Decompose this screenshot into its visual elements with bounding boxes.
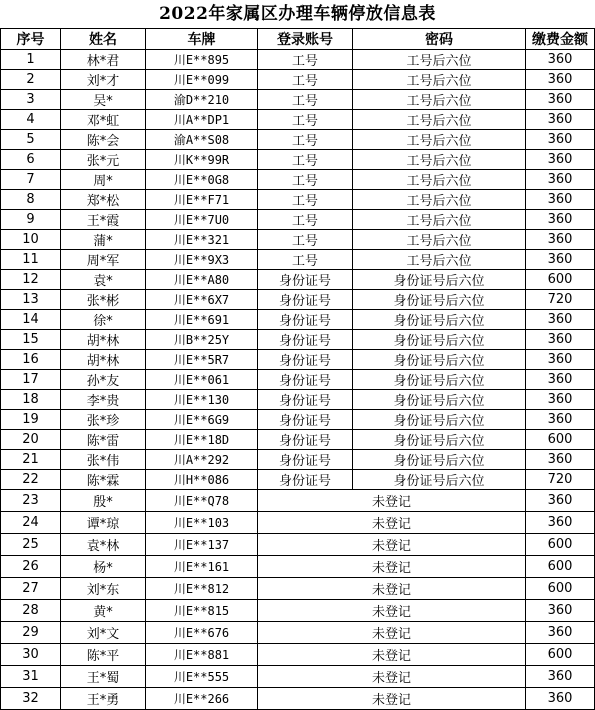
cell-no: 29: [1, 622, 61, 644]
cell-fee: 360: [526, 370, 595, 390]
cell-name: 张*元: [61, 150, 146, 170]
cell-password: 身份证号后六位: [353, 410, 526, 430]
cell-no: 25: [1, 534, 61, 556]
cell-fee: 360: [526, 666, 595, 688]
cell-plate: 渝D**210: [146, 90, 258, 110]
cell-password: 身份证号后六位: [353, 430, 526, 450]
cell-name: 陈*平: [61, 644, 146, 666]
table-row: [1, 70, 595, 90]
cell-plate: 川E**061: [146, 370, 258, 390]
cell-fee: 360: [526, 512, 595, 534]
cell-name: 张*珍: [61, 410, 146, 430]
cell-no: 11: [1, 250, 61, 270]
cell-password: 工号后六位: [353, 150, 526, 170]
cell-fee: 360: [526, 688, 595, 710]
cell-plate: 川E**A80: [146, 270, 258, 290]
cell-name: 王*蜀: [61, 666, 146, 688]
cell-fee: 360: [526, 230, 595, 250]
cell-fee: 360: [526, 110, 595, 130]
cell-password: 工号后六位: [353, 190, 526, 210]
cell-account: 身份证号: [258, 350, 353, 370]
cell-account: 身份证号: [258, 410, 353, 430]
cell-no: 1: [1, 50, 61, 70]
cell-name: 殷*: [61, 490, 146, 512]
cell-account: 工号: [258, 250, 353, 270]
cell-unregistered: 未登记: [258, 600, 526, 622]
cell-account: 身份证号: [258, 290, 353, 310]
table-row: [1, 190, 595, 210]
cell-plate: 川E**881: [146, 644, 258, 666]
header-account: 登录账号: [258, 29, 353, 50]
cell-account: 身份证号: [258, 470, 353, 490]
cell-name: 刘*才: [61, 70, 146, 90]
cell-plate: 川E**815: [146, 600, 258, 622]
table-row: [1, 230, 595, 250]
cell-name: 陈*雷: [61, 430, 146, 450]
cell-fee: 600: [526, 534, 595, 556]
cell-fee: 360: [526, 90, 595, 110]
cell-fee: 360: [526, 330, 595, 350]
cell-no: 5: [1, 130, 61, 150]
cell-name: 吴*: [61, 90, 146, 110]
cell-account: 工号: [258, 50, 353, 70]
cell-fee: 600: [526, 430, 595, 450]
cell-fee: 600: [526, 556, 595, 578]
cell-fee: 360: [526, 150, 595, 170]
table-row: [1, 210, 595, 230]
cell-name: 陈*会: [61, 130, 146, 150]
cell-password: 身份证号后六位: [353, 470, 526, 490]
table-row-unregistered: [1, 512, 595, 534]
cell-unregistered: 未登记: [258, 578, 526, 600]
table-row-unregistered: [1, 666, 595, 688]
cell-name: 林*君: [61, 50, 146, 70]
cell-account: 身份证号: [258, 450, 353, 470]
cell-password: 工号后六位: [353, 70, 526, 90]
cell-no: 9: [1, 210, 61, 230]
cell-account: 工号: [258, 90, 353, 110]
cell-plate: 川E**Q78: [146, 490, 258, 512]
cell-account: 工号: [258, 150, 353, 170]
cell-name: 袁*: [61, 270, 146, 290]
cell-no: 8: [1, 190, 61, 210]
cell-name: 李*贵: [61, 390, 146, 410]
sheet-title: 2022年家属区办理车辆停放信息表: [159, 4, 436, 24]
cell-account: 工号: [258, 210, 353, 230]
table-row: [1, 450, 595, 470]
cell-plate: 川E**5R7: [146, 350, 258, 370]
cell-name: 王*勇: [61, 688, 146, 710]
table-row-unregistered: [1, 556, 595, 578]
cell-plate: 川E**9X3: [146, 250, 258, 270]
cell-account: 身份证号: [258, 390, 353, 410]
cell-name: 蒲*: [61, 230, 146, 250]
cell-fee: 600: [526, 578, 595, 600]
table-row: [1, 410, 595, 430]
cell-password: 身份证号后六位: [353, 330, 526, 350]
cell-password: 工号后六位: [353, 170, 526, 190]
cell-name: 黄*: [61, 600, 146, 622]
cell-name: 张*伟: [61, 450, 146, 470]
table-row-unregistered: [1, 688, 595, 710]
cell-plate: 川E**321: [146, 230, 258, 250]
cell-plate: 川E**137: [146, 534, 258, 556]
header-password: 密码: [353, 29, 526, 50]
cell-fee: 360: [526, 390, 595, 410]
cell-password: 工号后六位: [353, 90, 526, 110]
cell-password: 身份证号后六位: [353, 290, 526, 310]
cell-no: 15: [1, 330, 61, 350]
cell-no: 30: [1, 644, 61, 666]
cell-no: 6: [1, 150, 61, 170]
cell-plate: 川E**676: [146, 622, 258, 644]
cell-fee: 360: [526, 600, 595, 622]
cell-no: 28: [1, 600, 61, 622]
cell-no: 12: [1, 270, 61, 290]
cell-account: 身份证号: [258, 330, 353, 350]
cell-plate: 川E**266: [146, 688, 258, 710]
cell-no: 20: [1, 430, 61, 450]
cell-no: 4: [1, 110, 61, 130]
cell-name: 王*霞: [61, 210, 146, 230]
cell-password: 工号后六位: [353, 110, 526, 130]
cell-plate: 川E**6G9: [146, 410, 258, 430]
cell-fee: 360: [526, 490, 595, 512]
cell-plate: 川E**F71: [146, 190, 258, 210]
cell-name: 张*彬: [61, 290, 146, 310]
cell-name: 刘*东: [61, 578, 146, 600]
header-no: 序号: [1, 29, 61, 50]
cell-plate: 川E**130: [146, 390, 258, 410]
cell-name: 郑*松: [61, 190, 146, 210]
cell-unregistered: 未登记: [258, 512, 526, 534]
cell-account: 工号: [258, 170, 353, 190]
table-row-unregistered: [1, 490, 595, 512]
cell-password: 工号后六位: [353, 250, 526, 270]
cell-plate: 川E**691: [146, 310, 258, 330]
cell-no: 19: [1, 410, 61, 430]
table-row: [1, 470, 595, 490]
cell-plate: 川E**6X7: [146, 290, 258, 310]
cell-fee: 360: [526, 310, 595, 330]
table-row-unregistered: [1, 600, 595, 622]
cell-unregistered: 未登记: [258, 622, 526, 644]
cell-no: 13: [1, 290, 61, 310]
cell-plate: 川E**103: [146, 512, 258, 534]
cell-unregistered: 未登记: [258, 534, 526, 556]
cell-name: 谭*琼: [61, 512, 146, 534]
cell-fee: 360: [526, 70, 595, 90]
cell-fee: 360: [526, 170, 595, 190]
cell-name: 邓*虹: [61, 110, 146, 130]
cell-account: 工号: [258, 110, 353, 130]
cell-fee: 360: [526, 190, 595, 210]
table-body: [1, 50, 595, 710]
cell-fee: 360: [526, 250, 595, 270]
cell-no: 23: [1, 490, 61, 512]
header-fee: 缴费金额: [526, 29, 595, 50]
table-row: [1, 350, 595, 370]
cell-fee: 360: [526, 50, 595, 70]
table-row: [1, 90, 595, 110]
cell-account: 身份证号: [258, 370, 353, 390]
cell-password: 工号后六位: [353, 230, 526, 250]
cell-plate: 川K**99R: [146, 150, 258, 170]
cell-password: 身份证号后六位: [353, 350, 526, 370]
cell-fee: 360: [526, 410, 595, 430]
table-row: [1, 430, 595, 450]
cell-account: 工号: [258, 130, 353, 150]
cell-name: 胡*林: [61, 350, 146, 370]
cell-plate: 川E**0G8: [146, 170, 258, 190]
cell-plate: 川B**25Y: [146, 330, 258, 350]
table-row: [1, 150, 595, 170]
cell-password: 工号后六位: [353, 130, 526, 150]
cell-plate: 川E**7U0: [146, 210, 258, 230]
cell-plate: 川A**DP1: [146, 110, 258, 130]
cell-plate: 川E**18D: [146, 430, 258, 450]
cell-no: 24: [1, 512, 61, 534]
cell-no: 21: [1, 450, 61, 470]
cell-fee: 360: [526, 622, 595, 644]
cell-name: 周*军: [61, 250, 146, 270]
cell-fee: 720: [526, 470, 595, 490]
table-row: [1, 310, 595, 330]
cell-name: 陈*霖: [61, 470, 146, 490]
table-row: [1, 130, 595, 150]
cell-password: 身份证号后六位: [353, 270, 526, 290]
cell-password: 工号后六位: [353, 50, 526, 70]
cell-plate: 川A**292: [146, 450, 258, 470]
table-row: [1, 330, 595, 350]
table-row: [1, 370, 595, 390]
cell-unregistered: 未登记: [258, 490, 526, 512]
table-row-unregistered: [1, 578, 595, 600]
cell-no: 17: [1, 370, 61, 390]
cell-name: 袁*林: [61, 534, 146, 556]
cell-password: 身份证号后六位: [353, 390, 526, 410]
cell-no: 3: [1, 90, 61, 110]
cell-plate: 川E**099: [146, 70, 258, 90]
table-row-unregistered: [1, 622, 595, 644]
cell-plate: 川E**161: [146, 556, 258, 578]
cell-no: 27: [1, 578, 61, 600]
cell-plate: 川E**812: [146, 578, 258, 600]
cell-fee: 720: [526, 290, 595, 310]
cell-plate: 川H**086: [146, 470, 258, 490]
cell-unregistered: 未登记: [258, 556, 526, 578]
parking-info-table: [0, 28, 595, 710]
header-name: 姓名: [61, 29, 146, 50]
table-row: [1, 250, 595, 270]
cell-account: 工号: [258, 230, 353, 250]
cell-account: 身份证号: [258, 310, 353, 330]
table-row: [1, 290, 595, 310]
cell-account: 工号: [258, 70, 353, 90]
cell-fee: 360: [526, 130, 595, 150]
cell-password: 身份证号后六位: [353, 450, 526, 470]
cell-no: 16: [1, 350, 61, 370]
table-row: [1, 390, 595, 410]
cell-fee: 600: [526, 270, 595, 290]
cell-password: 身份证号后六位: [353, 310, 526, 330]
cell-no: 10: [1, 230, 61, 250]
cell-name: 孙*友: [61, 370, 146, 390]
cell-name: 杨*: [61, 556, 146, 578]
cell-name: 刘*文: [61, 622, 146, 644]
cell-unregistered: 未登记: [258, 644, 526, 666]
table-row-unregistered: [1, 644, 595, 666]
cell-unregistered: 未登记: [258, 666, 526, 688]
cell-fee: 360: [526, 450, 595, 470]
table-row: [1, 50, 595, 70]
table-row: [1, 110, 595, 130]
cell-no: 26: [1, 556, 61, 578]
cell-no: 14: [1, 310, 61, 330]
cell-unregistered: 未登记: [258, 688, 526, 710]
cell-no: 2: [1, 70, 61, 90]
cell-plate: 川E**895: [146, 50, 258, 70]
cell-account: 工号: [258, 190, 353, 210]
cell-password: 工号后六位: [353, 210, 526, 230]
cell-password: 身份证号后六位: [353, 370, 526, 390]
cell-no: 22: [1, 470, 61, 490]
cell-plate: 渝A**S08: [146, 130, 258, 150]
cell-name: 胡*林: [61, 330, 146, 350]
cell-fee: 600: [526, 644, 595, 666]
header-row: [1, 29, 595, 50]
cell-plate: 川E**555: [146, 666, 258, 688]
cell-no: 7: [1, 170, 61, 190]
table-row: [1, 170, 595, 190]
table-row: [1, 270, 595, 290]
cell-name: 周*: [61, 170, 146, 190]
cell-name: 徐*: [61, 310, 146, 330]
cell-no: 18: [1, 390, 61, 410]
table-row-unregistered: [1, 534, 595, 556]
cell-fee: 360: [526, 350, 595, 370]
cell-account: 身份证号: [258, 270, 353, 290]
cell-fee: 360: [526, 210, 595, 230]
cell-account: 身份证号: [258, 430, 353, 450]
header-plate: 车牌: [146, 29, 258, 50]
cell-no: 31: [1, 666, 61, 688]
cell-no: 32: [1, 688, 61, 710]
